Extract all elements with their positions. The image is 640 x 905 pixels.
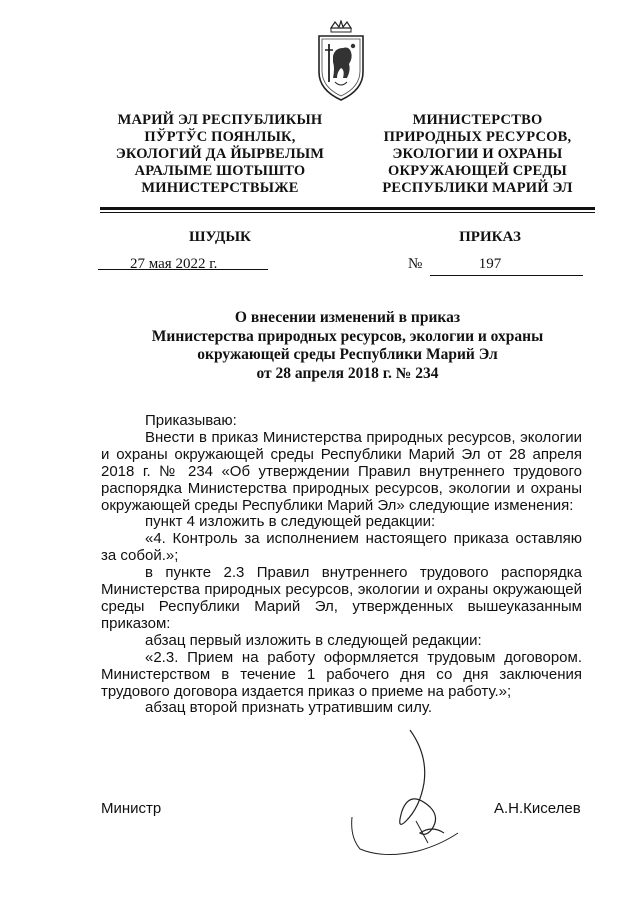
header-left-line: МАРИЙ ЭЛ РЕСПУБЛИКЫН	[117, 112, 323, 128]
title-line: Министерства природных ресурсов, экологии и охраны	[151, 327, 544, 345]
header-right-line: МИНИСТЕРСТВО	[412, 112, 543, 128]
header-right-line: ЭКОЛОГИИ И ОХРАНЫ	[392, 146, 563, 162]
header-right-line: РЕСПУБЛИКИ МАРИЙ ЭЛ	[382, 180, 573, 196]
body-paragraph: абзац второй признать утратившим силу.	[145, 699, 432, 717]
header-ministry-mari	[95, 112, 345, 197]
body-paragraph: «4. Контроль за исполнением настоящего приказа оставляю за собой.»;	[101, 530, 582, 565]
handwritten-signature-icon	[340, 725, 490, 860]
document-number: 197	[478, 256, 502, 272]
body-paragraph: абзац первый изложить в следующей редакции:	[145, 631, 482, 649]
doc-type-russian: ПРИКАЗ	[459, 229, 521, 245]
coat-of-arms-icon	[313, 20, 369, 102]
header-right-line: ПРИРОДНЫХ РЕСУРСОВ,	[383, 129, 572, 145]
header-divider-thick	[100, 207, 595, 210]
document-title	[100, 309, 595, 383]
doc-type-mari: ШУДЫК	[189, 229, 251, 245]
number-label: №	[408, 256, 423, 272]
body-paragraph: Внести в приказ Министерства природных ресурсов, экологии и охраны окружающей среды Республики Марий Эл от 28 апреля 2018 г. № 234 «Об утверждении Правил внутреннего трудового распорядка Министерства природных ресурсов, экологии и охраны окружающей среды Республики Марий Эл» следующие изменения:	[101, 428, 582, 514]
document-body	[101, 413, 582, 717]
body-paragraph: пункт 4 изложить в следующей редакции:	[145, 513, 436, 531]
signatory-position: Министр	[101, 800, 162, 817]
title-line: О внесении изменений в приказ	[234, 309, 461, 326]
title-line: от 28 апреля 2018 г. № 234	[256, 364, 439, 382]
header-left-line: ПЎРТЎС ПОЯНЛЫК,	[144, 129, 296, 145]
body-paragraph: Приказываю:	[145, 412, 237, 429]
header-ministry-russian	[360, 112, 595, 197]
number-underline	[430, 274, 583, 276]
header-left-line: МИНИСТЕРСТВЫЖЕ	[141, 180, 299, 196]
body-paragraph: «2.3. Прием на работу оформляется трудовым договором. Министерством в течение 1 рабочего дня со дня заключения трудового договора издается приказ о приеме на работу.»;	[101, 648, 582, 700]
header-divider-thin	[100, 212, 595, 213]
body-paragraph: в пункте 2.3 Правил внутреннего трудового распорядка Министерства природных ресурсов, экологии и охраны окружающей среды Республики Марий Эл, утвержденных вышеуказанным приказом:	[101, 564, 582, 632]
title-line: окружающей среды Республики Марий Эл	[197, 346, 498, 363]
document-date: 27 мая 2022 г.	[130, 256, 218, 272]
header-left-line: АРАЛЫМЕ ШОТЫШТО	[134, 163, 306, 179]
header-right-line: ОКРУЖАЮЩЕЙ СРЕДЫ	[388, 163, 567, 179]
signatory-name: А.Н.Киселев	[494, 800, 581, 817]
header-left-line: ЭКОЛОГИЙ ДА ЙЫРВЕЛЫМ	[115, 146, 325, 162]
